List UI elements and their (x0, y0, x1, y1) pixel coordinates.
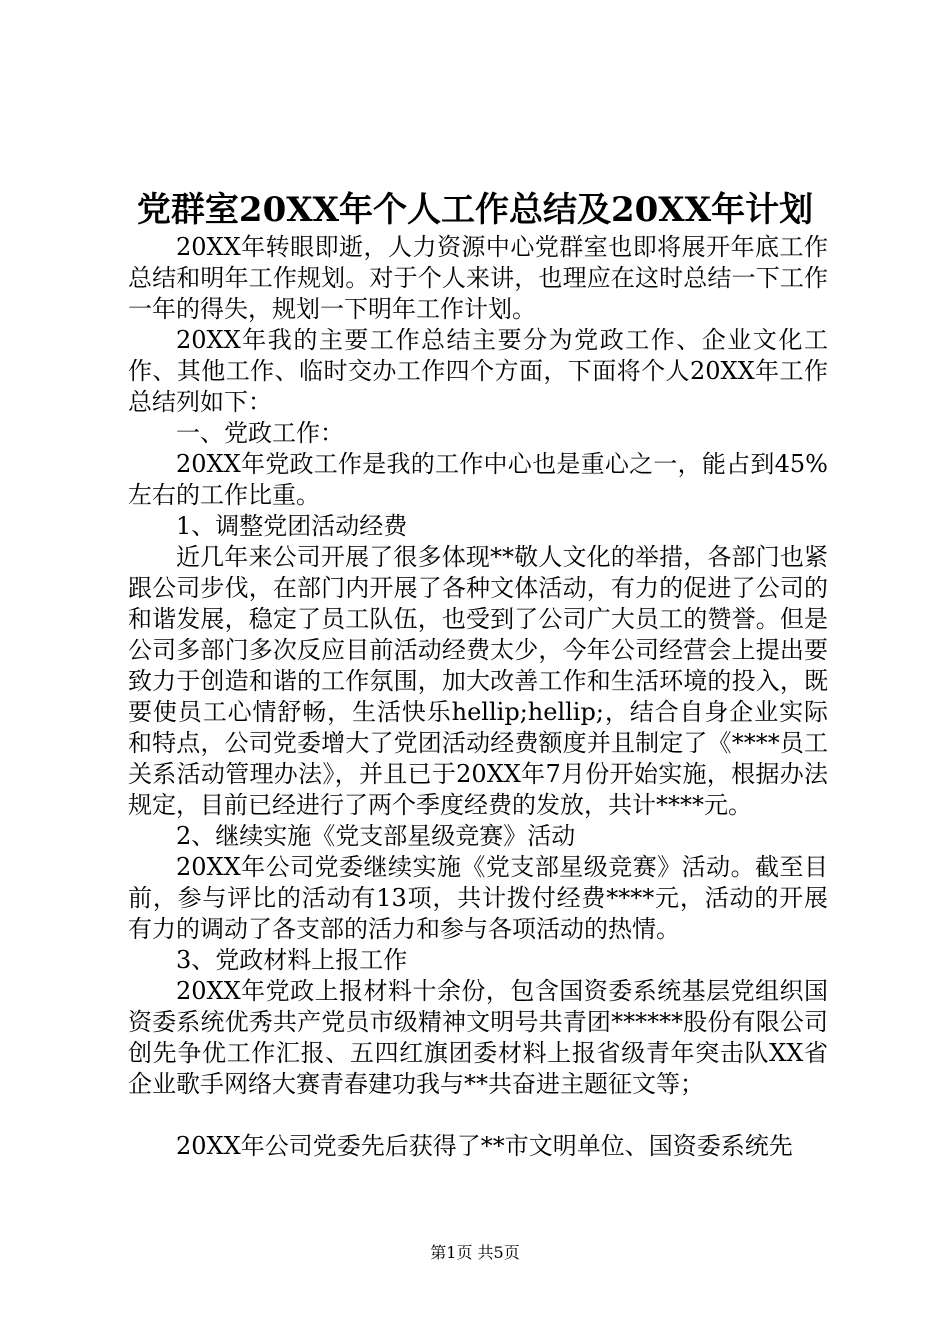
paragraph-party-work: 20XX年党政工作是我的工作中心也是重心之一，能占到45%左右的工作比重。 (128, 450, 828, 509)
document-body (128, 232, 828, 1162)
subheading-activity-funds: 1、调整党团活动经费 (176, 512, 408, 540)
paragraph-overview: 20XX年我的主要工作总结主要分为党政工作、企业文化工作、其他工作、临时交办工作四个方面，下面将个人20XX年工作总结列如下： (128, 326, 828, 416)
paragraph-intro: 20XX年转眼即逝，人力资源中心党群室也即将展开年底工作总结和明年工作规划。对于个人来讲，也理应在这时总结一下工作一年的得失，规划一下明年工作计划。 (128, 233, 828, 323)
document-title: 党群室20XX年个人工作总结及20XX年计划 (136, 190, 814, 230)
section-heading-party-work: 一、党政工作： (176, 419, 344, 447)
page-footer: 第1页 共5页 (430, 1243, 520, 1262)
paragraph-star-competition: 20XX年公司党委继续实施《党支部星级竞赛》活动。截至目前，参与评比的活动有13项，共计拨付经费****元，活动的开展有力的调动了各支部的活力和参与各项活动的热情。 (128, 853, 828, 943)
subheading-materials-report: 3、党政材料上报工作 (176, 946, 408, 974)
paragraph-awards: 20XX年公司党委先后获得了**市文明单位、国资委系统先 (176, 1132, 793, 1160)
subheading-star-competition: 2、继续实施《党支部星级竞赛》活动 (176, 822, 576, 850)
paragraph-activity-funds: 近几年来公司开展了很多体现**敬人文化的举措，各部门也紧跟公司步伐，在部门内开展了各种文体活动，有力的促进了公司的和谐发展，稳定了员工队伍，也受到了公司广大员工的赞誉。但是公司多部门多次反应目前活动经费太少，今年公司经营会上提出要致力于创造和谐的工作氛围，加大改善工作和生活环境的投入，既要使员工心情舒畅，生活快乐hellip;hellip;，结合自身企业实际和特点，公司党委增大了党团活动经费额度并且制定了《****员工关系活动管理办法》，并且已于20XX年7月份开始实施，根据办法规定，目前已经进行了两个季度经费的发放，共计****元。 (128, 543, 828, 819)
paragraph-materials-report: 20XX年党政上报材料十余份，包含国资委系统基层党组织国资委系统优秀共产党员市级精神文明号共青团******股份有限公司创先争优工作汇报、五四红旗团委材料上报省级青年突击队XX省企业歌手网络大赛青春建功我与**共奋进主题征文等； (128, 977, 828, 1098)
